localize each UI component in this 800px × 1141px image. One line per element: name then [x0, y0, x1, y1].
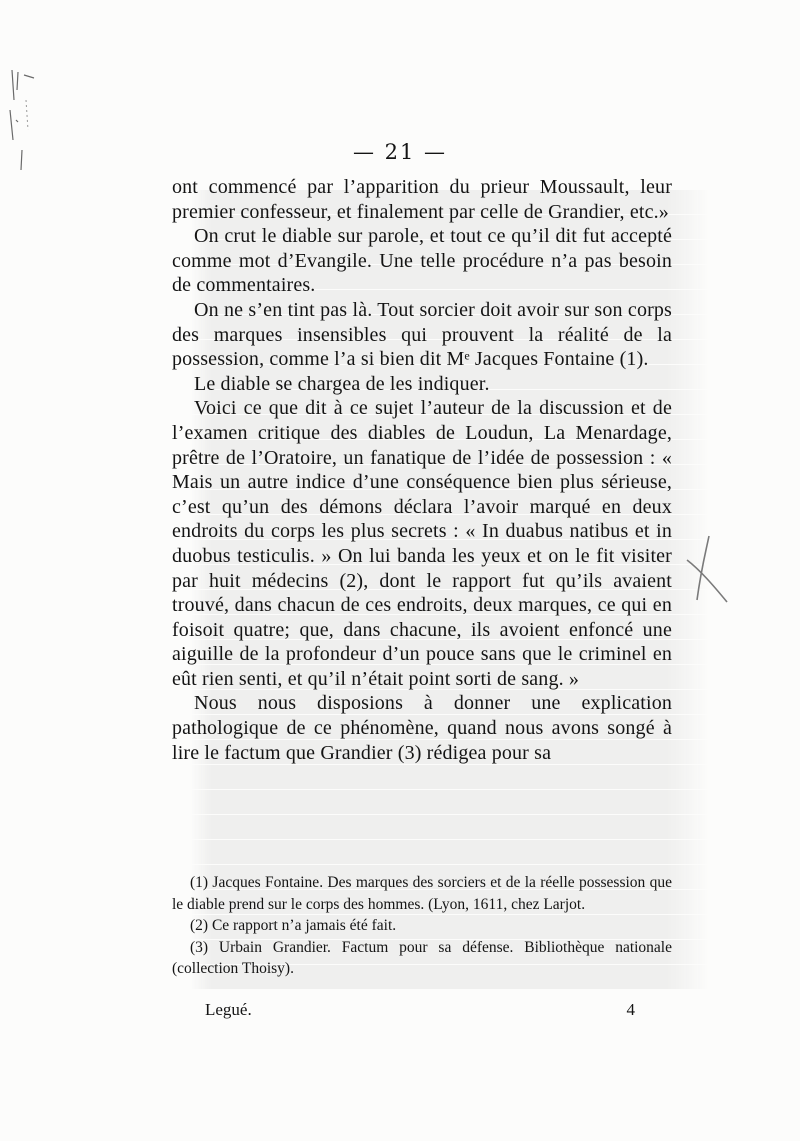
- page-number: — 21 —: [352, 140, 448, 164]
- footnotes: [172, 872, 672, 980]
- signature-mark: Legué.: [205, 1000, 252, 1019]
- main-text: [172, 175, 672, 765]
- paragraph: Le diable se chargea de les indiquer.: [194, 372, 490, 395]
- paragraph: ont commencé par l’apparition du prieur Moussault, leur premier confesseur, et finalement par celle de Grandier, etc.»: [172, 176, 672, 223]
- handwritten-cross-mark: [675, 530, 735, 610]
- footnote: (3) Urbain Grandier. Factum pour sa défense. Bibliothèque nationale (collection Thoisy).: [172, 938, 672, 977]
- paragraph: Nous nous disposions à donner une explication pathologique de ce phénomène, quand nous avons songé à lire le factum que Grandier (3) rédigea pour sa: [172, 692, 672, 764]
- paragraph: On ne s’en tint pas là. Tout sorcier doit avoir sur son corps des marques insensibles qui prouvent la réalité de la possession, comme l’a si bien dit Mᵉ Jacques Fontaine (1).: [172, 298, 672, 371]
- scan-edge-marks: [4, 60, 44, 190]
- signature-number: 4: [626, 1000, 635, 1019]
- footnote: (1) Jacques Fontaine. Des marques des sorciers et de la réelle possession que le diable prend sur le corps des hommes. (Lyon, 1611, chez Larjot.: [172, 874, 672, 913]
- footnote: (2) Ce rapport n’a jamais été fait.: [190, 917, 397, 934]
- paragraph: Voici ce que dit à ce sujet l’auteur de la discussion et de l’examen critique des diables de Loudun, La Menardage, prêtre de l’Oratoire, un fanatique de l’idée de possession : « Mais un autre indice d’une conséquence bien plus sérieuse, c’est qu’un des démons déclara l’avoir marqué en deux endroits du corps les plus secrets : « In duabus natibus et in duobus testiculis. » On lui banda les yeux et on le fit visiter par huit médecins (2), dont le rapport fut qu’ils avaient trouvé, dans chacun de ces endroits, deux marques, ce qui en foisoit quatre; que, dans chacune, ils avoient enfoncé une aiguille de la profondeur d’un pouce sans que le criminel en eût rien senti, et qu’il n’était point sorti de sang. »: [172, 397, 672, 690]
- paragraph: On crut le diable sur parole, et tout ce qu’il dit fut accepté comme mot d’Evangile. Une telle procédure n’a pas besoin de commentaires.: [172, 225, 672, 297]
